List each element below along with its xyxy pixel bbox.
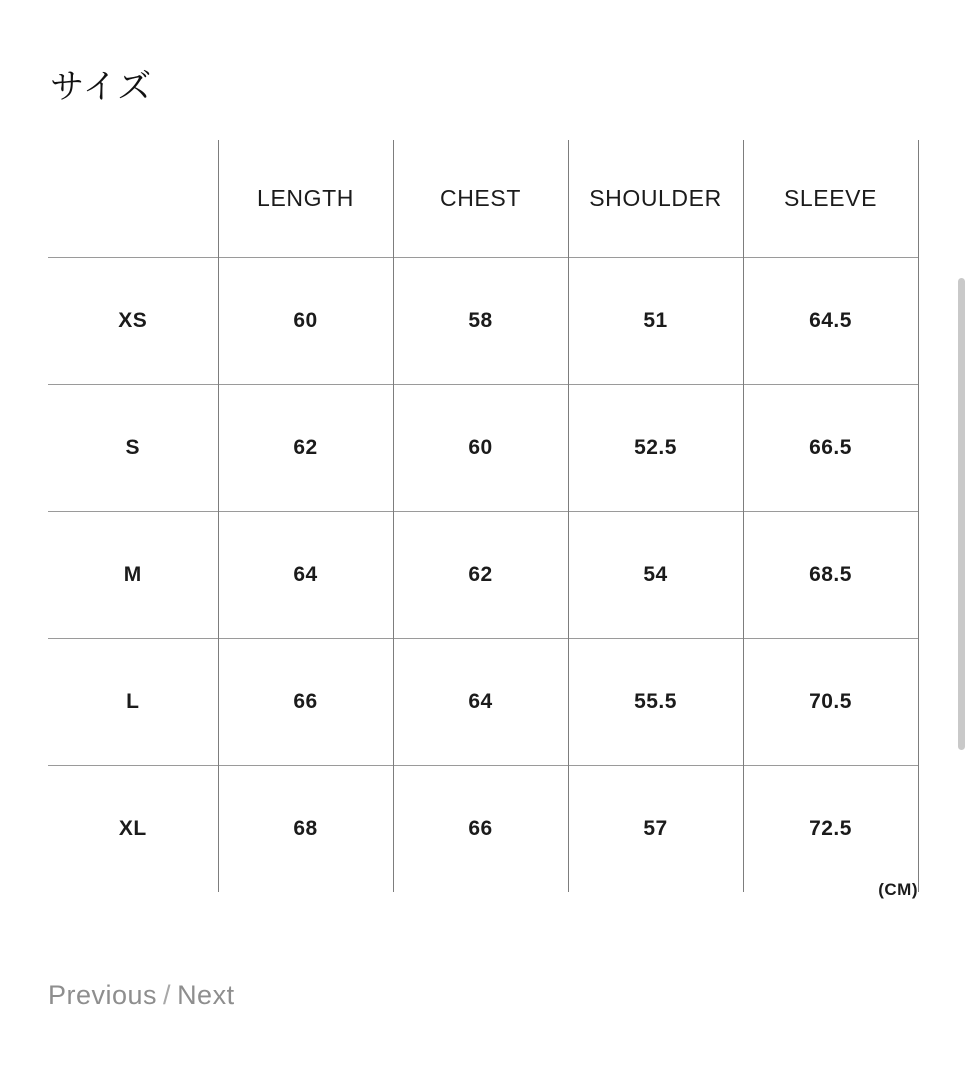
- page-title: サイズ: [50, 67, 153, 106]
- cell-s-sleeve: 66.5: [743, 385, 918, 512]
- cell-s-chest: 60: [393, 385, 568, 512]
- table-row: [48, 258, 918, 385]
- cell-l-shoulder: 55.5: [568, 639, 743, 766]
- size-chart-table: [48, 140, 919, 892]
- row-label-xl: XL: [48, 766, 218, 893]
- row-label-m: M: [48, 512, 218, 639]
- cell-xs-length: 60: [218, 258, 393, 385]
- column-header-shoulder: SHOULDER: [568, 140, 743, 258]
- next-link[interactable]: Next: [177, 980, 235, 1010]
- cell-m-shoulder: 54: [568, 512, 743, 639]
- cell-m-chest: 62: [393, 512, 568, 639]
- table-row: [48, 639, 918, 766]
- table-header-row: [48, 140, 918, 258]
- cell-m-sleeve: 68.5: [743, 512, 918, 639]
- cell-l-sleeve: 70.5: [743, 639, 918, 766]
- size-chart-container: [48, 140, 918, 892]
- cell-s-length: 62: [218, 385, 393, 512]
- size-chart-header: [48, 140, 918, 258]
- cell-xl-sleeve: 72.5: [743, 766, 918, 893]
- scrollbar-thumb[interactable]: [958, 278, 965, 750]
- column-header-size: [48, 140, 218, 258]
- table-row: [48, 512, 918, 639]
- table-row: [48, 766, 918, 893]
- cell-xl-chest: 66: [393, 766, 568, 893]
- row-label-l: L: [48, 639, 218, 766]
- previous-link[interactable]: Previous: [48, 980, 158, 1010]
- cell-l-length: 66: [218, 639, 393, 766]
- pagination-separator: /: [163, 980, 172, 1010]
- cell-xs-shoulder: 51: [568, 258, 743, 385]
- cell-xs-sleeve: 64.5: [743, 258, 918, 385]
- table-row: [48, 385, 918, 512]
- pagination: [48, 980, 235, 1011]
- cell-l-chest: 64: [393, 639, 568, 766]
- cell-s-shoulder: 52.5: [568, 385, 743, 512]
- cell-m-length: 64: [218, 512, 393, 639]
- row-label-xs: XS: [48, 258, 218, 385]
- size-chart-body: [48, 258, 918, 893]
- cell-xl-length: 68: [218, 766, 393, 893]
- cell-xl-shoulder: 57: [568, 766, 743, 893]
- column-header-sleeve: SLEEVE: [743, 140, 918, 258]
- unit-note: (CM): [878, 880, 918, 899]
- cell-xs-chest: 58: [393, 258, 568, 385]
- row-label-s: S: [48, 385, 218, 512]
- column-header-length: LENGTH: [218, 140, 393, 258]
- column-header-chest: CHEST: [393, 140, 568, 258]
